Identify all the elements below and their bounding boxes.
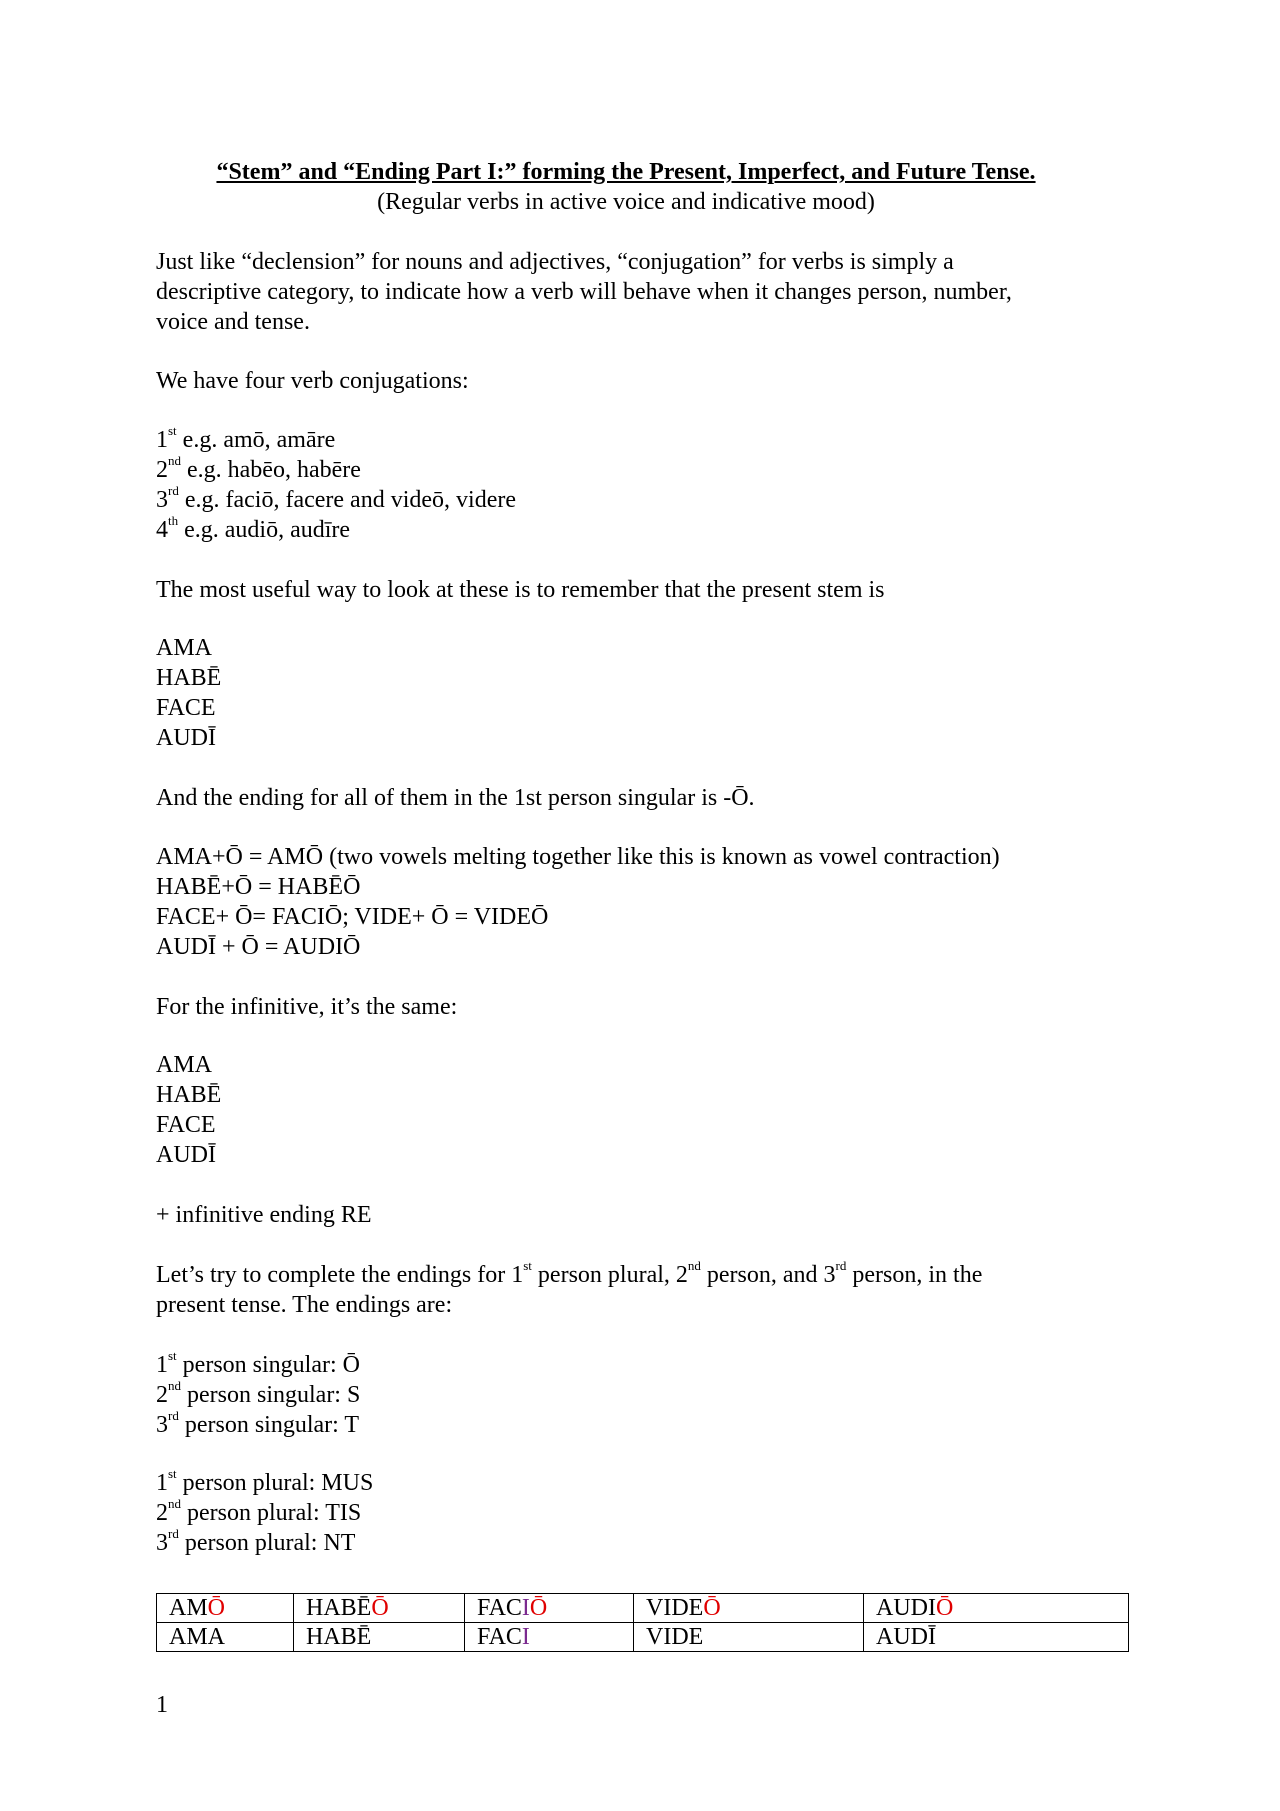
list-item: AUDĪ — [156, 1142, 216, 1168]
list-item: AMA+Ō = AMŌ (two vowels melting together like this is known as vowel contraction) — [156, 844, 1000, 870]
lets-try-paragraph — [156, 1260, 982, 1320]
infinitive-ending: + infinitive ending RE — [156, 1202, 372, 1228]
table-cell: AUDĪ — [864, 1623, 1129, 1652]
list-item: 3rd person plural: NT — [156, 1526, 356, 1556]
list-item: AMA — [156, 1052, 213, 1078]
list-item: AUDĪ + Ō = AUDIŌ — [156, 934, 361, 960]
paragraph-line: present tense. The endings are: — [156, 1292, 453, 1318]
stem-ending-table — [156, 1593, 1129, 1652]
list-item: AMA — [156, 635, 213, 661]
list-item: 3rd person singular: T — [156, 1408, 360, 1438]
list-item: 2nd person plural: TIS — [156, 1496, 362, 1526]
page-title: “Stem” and “Ending Part I:” forming the Present, Imperfect, and Future Tense. — [216, 159, 1036, 185]
page-number: 1 — [156, 1692, 168, 1718]
table-cell: AUDIŌ — [864, 1594, 1129, 1623]
list-item: 3rd e.g. faciō, facere and videō, videre — [156, 483, 516, 513]
singular-endings-list — [156, 1350, 360, 1440]
table-cell: AMA — [157, 1623, 294, 1652]
table-cell: AMŌ — [157, 1594, 294, 1623]
intro-paragraph — [156, 247, 1012, 337]
list-item: 2nd e.g. habēo, habēre — [156, 453, 361, 483]
list-item: FACE — [156, 1112, 216, 1138]
table-cell: FACI — [465, 1623, 634, 1652]
four-conjugations-text: We have four verb conjugations: — [156, 368, 469, 394]
intro-line: Just like “declension” for nouns and adjectives, “conjugation” for verbs is simply a — [156, 249, 954, 275]
table-cell: HABĒ — [294, 1623, 465, 1652]
list-item: AUDĪ — [156, 725, 216, 751]
list-item: 2nd person singular: S — [156, 1378, 361, 1408]
table-cell: VIDEŌ — [634, 1594, 864, 1623]
list-item: FACE — [156, 695, 216, 721]
table-row — [157, 1623, 1129, 1652]
list-item: 1st e.g. amō, amāre — [156, 423, 336, 453]
page-subtitle: (Regular verbs in active voice and indicative mood) — [377, 189, 875, 215]
list-item: HABĒ — [156, 665, 222, 691]
stem-list-infinitive — [156, 1050, 221, 1170]
table-cell: HABĒŌ — [294, 1594, 465, 1623]
table-cell: VIDE — [634, 1623, 864, 1652]
intro-line: voice and tense. — [156, 309, 310, 335]
list-item: HABĒ+Ō = HABĒŌ — [156, 874, 361, 900]
table-row — [157, 1594, 1129, 1623]
conjugation-list — [156, 425, 516, 545]
list-item: 4th e.g. audiō, audīre — [156, 513, 351, 543]
ending-note: And the ending for all of them in the 1st person singular is -Ō. — [156, 785, 755, 811]
infinitive-intro: For the infinitive, it’s the same: — [156, 994, 458, 1020]
intro-line: descriptive category, to indicate how a verb will behave when it changes person, number, — [156, 279, 1012, 305]
list-item: HABĒ — [156, 1082, 222, 1108]
stem-list — [156, 633, 221, 753]
present-stem-text: The most useful way to look at these is to remember that the present stem is — [156, 577, 885, 603]
contraction-list — [156, 842, 1000, 962]
list-item: FACE+ Ō= FACIŌ; VIDE+ Ō = VIDEŌ — [156, 904, 549, 930]
paragraph-line: Let’s try to complete the endings for 1st person plural, 2nd person, and 3rd person, in the — [156, 1258, 983, 1288]
table-cell: FACIŌ — [465, 1594, 634, 1623]
list-item: 1st person plural: MUS — [156, 1466, 374, 1496]
list-item: 1st person singular: Ō — [156, 1348, 360, 1378]
plural-endings-list — [156, 1468, 373, 1558]
